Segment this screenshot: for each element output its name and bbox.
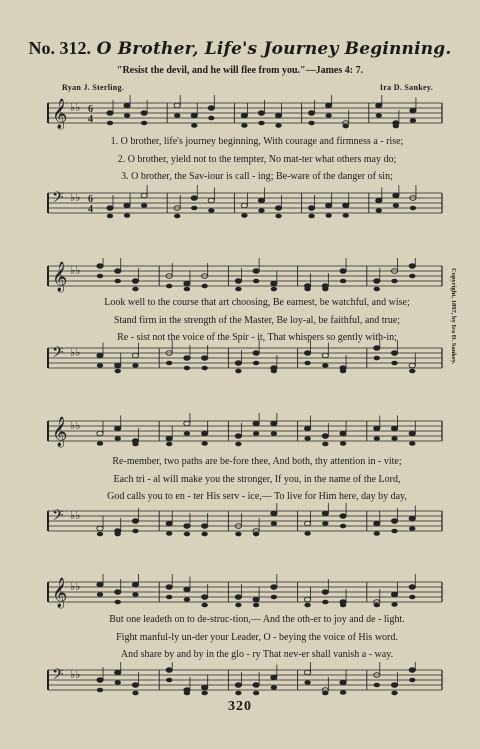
note-head xyxy=(409,441,415,446)
note-head xyxy=(253,269,259,274)
note-head xyxy=(409,595,415,600)
hymn-number: No. 312. xyxy=(28,38,91,58)
note-head xyxy=(191,196,197,201)
note-head xyxy=(132,592,138,597)
note-head xyxy=(304,351,310,356)
note-head xyxy=(253,351,259,356)
note-head xyxy=(253,691,259,696)
note-head xyxy=(374,426,380,431)
note-head xyxy=(322,434,328,439)
note-head xyxy=(115,269,121,274)
note-head xyxy=(340,603,346,608)
note-head xyxy=(107,206,113,211)
bass-staff-lines xyxy=(46,662,444,702)
music-system-4-bass xyxy=(46,662,444,702)
note-head xyxy=(391,426,397,431)
note-head xyxy=(166,531,172,536)
verse-lyrics-4 xyxy=(72,611,442,664)
note-head xyxy=(322,590,328,595)
key-signature-icon: ♭♭ xyxy=(70,191,81,204)
note-head xyxy=(391,691,397,696)
note-head xyxy=(184,524,190,529)
note-head xyxy=(124,203,130,208)
note-head xyxy=(97,274,103,279)
music-system-2 xyxy=(46,258,444,298)
note-head xyxy=(271,675,277,680)
note-head xyxy=(132,353,138,358)
note-head xyxy=(271,369,277,374)
note-head xyxy=(374,521,380,526)
treble-staff-lines xyxy=(46,413,444,453)
note-head xyxy=(166,442,172,447)
hymn-title: O Brother, Life's Journey Beginning. xyxy=(96,39,452,59)
note-head xyxy=(166,668,172,673)
note-head xyxy=(391,361,397,366)
note-head xyxy=(271,585,277,590)
treble-staff-lines xyxy=(46,574,444,614)
note-head xyxy=(374,603,380,608)
treble-staff xyxy=(46,413,444,453)
lyric-line: God calls you to en - ter His serv - ice,— To live for Him here, day by day, xyxy=(107,491,407,502)
note-head xyxy=(322,287,328,292)
note-head xyxy=(201,524,207,529)
note-head xyxy=(409,431,415,436)
note-head xyxy=(376,113,382,118)
treble-staff-lines xyxy=(46,95,444,135)
note-head xyxy=(258,121,264,126)
note-head xyxy=(253,361,259,366)
note-head xyxy=(322,521,328,526)
verse-lyrics-3 xyxy=(72,453,442,506)
note-head xyxy=(409,274,415,279)
lyric-line: Re - sist not the voice of the Spir - it, That whispers so gently with-in; xyxy=(117,332,397,343)
note-head xyxy=(271,685,277,690)
note-head xyxy=(410,108,416,113)
note-head xyxy=(409,363,415,368)
note-head xyxy=(241,123,247,128)
note-head xyxy=(304,436,310,441)
note-head xyxy=(235,434,241,439)
note-head xyxy=(253,532,259,537)
note-head xyxy=(115,532,121,537)
note-head xyxy=(97,526,103,531)
time-signature: 6 xyxy=(88,194,93,205)
note-head xyxy=(191,206,197,211)
note-head xyxy=(393,203,399,208)
note-head xyxy=(275,113,281,118)
note-head xyxy=(391,519,397,524)
note-head xyxy=(201,595,207,600)
note-head xyxy=(308,214,314,219)
bass-clef-icon: 𝄢 xyxy=(52,189,64,210)
note-head xyxy=(166,678,172,683)
page-number: 320 xyxy=(228,699,252,714)
treble-staff-lines xyxy=(46,258,444,298)
note-head xyxy=(235,691,241,696)
lyric-line: Stand firm in the strength of the Master, Be loy-al, be faithful, and true; xyxy=(113,314,401,326)
bass-staff xyxy=(46,503,444,543)
note-head xyxy=(258,111,264,116)
bass-staff xyxy=(46,662,444,702)
note-head xyxy=(241,113,247,118)
time-signature: 6 xyxy=(88,104,93,115)
note-head xyxy=(271,595,277,600)
music-system-4 xyxy=(46,574,444,614)
music-system-1-bass xyxy=(46,185,444,225)
note-head xyxy=(141,193,147,198)
lyric-line: 3. O brother, the Sav-iour is call - ing; Be-ware of the danger of sin; xyxy=(121,171,393,182)
note-head xyxy=(241,213,247,218)
music-system-3 xyxy=(46,413,444,453)
note-head xyxy=(115,436,121,441)
note-head xyxy=(322,363,328,368)
note-head xyxy=(132,519,138,524)
note-head xyxy=(391,592,397,597)
note-head xyxy=(304,603,310,608)
note-head xyxy=(271,431,277,436)
note-head xyxy=(393,193,399,198)
note-head xyxy=(184,287,190,292)
note-head xyxy=(201,685,207,690)
note-head xyxy=(275,123,281,128)
note-head xyxy=(184,587,190,592)
note-head xyxy=(184,691,190,696)
treble-clef-icon: 𝄞 xyxy=(52,417,68,447)
note-head xyxy=(174,113,180,118)
treble-staff xyxy=(46,95,444,135)
note-head xyxy=(97,592,103,597)
note-head xyxy=(253,597,259,602)
bass-staff xyxy=(46,185,444,225)
note-head xyxy=(308,111,314,116)
note-head xyxy=(107,121,113,126)
note-head xyxy=(191,113,197,118)
note-head xyxy=(184,356,190,361)
lyric-line: Look well to the course that art choosing, Be earnest, be watchful, and wise; xyxy=(104,297,410,308)
note-head xyxy=(97,582,103,587)
note-head xyxy=(340,524,346,529)
lyric-line: But one leadeth on to de-struc-tion,— And the oth-er to joy and de - light. xyxy=(109,614,405,625)
note-head xyxy=(115,279,121,284)
bass-clef-icon: 𝄢 xyxy=(52,507,64,528)
note-head xyxy=(132,529,138,534)
note-head xyxy=(340,279,346,284)
note-head xyxy=(322,442,328,447)
note-head xyxy=(201,691,207,696)
note-head xyxy=(271,521,277,526)
note-head xyxy=(124,213,130,218)
note-head xyxy=(376,198,382,203)
treble-clef-icon: 𝄞 xyxy=(52,99,68,129)
note-head xyxy=(97,431,103,436)
note-head xyxy=(115,590,121,595)
note-head xyxy=(115,426,121,431)
hymn-heading xyxy=(0,38,480,59)
note-head xyxy=(304,287,310,292)
note-head xyxy=(107,214,113,219)
lyric-line: Each tri - al will make you the stronger, If you, in the name of the Lord, xyxy=(113,473,401,485)
note-head xyxy=(322,691,328,696)
note-head xyxy=(124,113,130,118)
note-head xyxy=(141,121,147,126)
lyric-line: 1. O brother, life's journey beginning, With courage and firmness a - rise; xyxy=(110,136,404,147)
note-head xyxy=(97,441,103,446)
bass-staff-lines xyxy=(46,340,444,380)
note-head xyxy=(166,595,172,600)
note-head xyxy=(132,442,138,447)
note-head xyxy=(304,670,310,675)
note-head xyxy=(409,526,415,531)
note-head xyxy=(97,678,103,683)
note-head xyxy=(304,426,310,431)
music-system-2-bass xyxy=(46,340,444,380)
note-head xyxy=(409,668,415,673)
note-head xyxy=(410,118,416,123)
copyright-notice: Copyright, 1897, by Ira D. Sankey. xyxy=(450,268,457,365)
note-head xyxy=(325,213,331,218)
note-head xyxy=(340,269,346,274)
note-head xyxy=(409,585,415,590)
lyric-line: Re-member, two paths are be-fore thee, And both, thy attention in - vite; xyxy=(112,456,402,467)
note-head xyxy=(235,532,241,537)
verse-lyrics-1 xyxy=(72,133,442,186)
music-system-1 xyxy=(46,95,444,135)
note-head xyxy=(343,213,349,218)
note-head xyxy=(174,103,180,108)
note-head xyxy=(201,356,207,361)
note-head xyxy=(235,279,241,284)
note-head xyxy=(201,441,207,446)
note-head xyxy=(340,514,346,519)
key-signature-icon: ♭♭ xyxy=(70,419,81,432)
note-head xyxy=(201,532,207,537)
note-head xyxy=(253,421,259,426)
note-head xyxy=(235,361,241,366)
key-signature-icon: ♭♭ xyxy=(70,509,81,522)
note-head xyxy=(97,264,103,269)
note-head xyxy=(391,529,397,534)
note-head xyxy=(325,103,331,108)
note-head xyxy=(391,351,397,356)
lyric-line: 2. O brother, yield not to the tempter, No mat-ter what others may do; xyxy=(117,153,397,165)
bass-staff-lines xyxy=(46,503,444,543)
note-head xyxy=(376,208,382,213)
note-head xyxy=(166,436,172,441)
note-head xyxy=(166,585,172,590)
note-head xyxy=(201,366,207,371)
note-head xyxy=(374,436,380,441)
note-head xyxy=(325,203,331,208)
scripture-epigraph: "Resist the devil, and he will flee from you."—James 4: 7. xyxy=(116,65,364,76)
note-head xyxy=(191,123,197,128)
note-head xyxy=(132,279,138,284)
note-head xyxy=(115,680,121,685)
lyricist-credit: Ryan J. Sterling. xyxy=(62,83,125,92)
key-signature-icon: ♭♭ xyxy=(70,101,81,114)
note-head xyxy=(374,683,380,688)
note-head xyxy=(235,603,241,608)
note-head xyxy=(271,281,277,286)
note-head xyxy=(374,356,380,361)
note-head xyxy=(208,106,214,111)
note-head xyxy=(97,532,103,537)
note-head xyxy=(241,203,247,208)
note-head xyxy=(166,521,172,526)
treble-clef-icon: 𝄞 xyxy=(52,262,68,292)
key-signature-icon: ♭♭ xyxy=(70,264,81,277)
bass-clef-icon: 𝄢 xyxy=(52,666,64,687)
note-head xyxy=(132,582,138,587)
note-head xyxy=(308,206,314,211)
note-head xyxy=(184,281,190,286)
note-head xyxy=(141,203,147,208)
note-head xyxy=(235,683,241,688)
note-head xyxy=(409,516,415,521)
note-head xyxy=(374,346,380,351)
bass-staff xyxy=(46,340,444,380)
treble-clef-icon: 𝄞 xyxy=(52,578,68,608)
note-head xyxy=(166,284,172,289)
note-head xyxy=(374,531,380,536)
note-head xyxy=(115,363,121,368)
note-head xyxy=(275,214,281,219)
note-head xyxy=(391,436,397,441)
note-head xyxy=(340,431,346,436)
note-head xyxy=(271,287,277,292)
note-head xyxy=(391,683,397,688)
verse-lyrics-2 xyxy=(72,294,442,347)
treble-staff xyxy=(46,258,444,298)
note-head xyxy=(235,442,241,447)
note-head xyxy=(253,279,259,284)
note-head xyxy=(271,421,277,426)
note-head xyxy=(235,369,241,374)
note-head xyxy=(235,287,241,292)
note-head xyxy=(275,206,281,211)
composer-credit: Ira D. Sankey. xyxy=(379,83,433,92)
note-head xyxy=(184,421,190,426)
note-head xyxy=(208,198,214,203)
note-head xyxy=(107,111,113,116)
note-head xyxy=(97,688,103,693)
key-signature-icon: ♭♭ xyxy=(70,346,81,359)
note-head xyxy=(253,683,259,688)
note-head xyxy=(340,441,346,446)
note-head xyxy=(308,121,314,126)
note-head xyxy=(409,369,415,374)
note-head xyxy=(391,602,397,607)
note-head xyxy=(124,103,130,108)
note-head xyxy=(393,124,399,129)
note-head xyxy=(409,264,415,269)
note-head xyxy=(253,603,259,608)
bass-staff-lines xyxy=(46,185,444,225)
lyric-line: Fight manful-ly un-der your Leader, O - beying the voice of His word. xyxy=(116,631,398,643)
note-head xyxy=(132,363,138,368)
time-signature: 4 xyxy=(88,114,93,125)
note-head xyxy=(201,431,207,436)
music-system-3-bass xyxy=(46,503,444,543)
note-head xyxy=(340,680,346,685)
note-head xyxy=(304,531,310,536)
note-head xyxy=(235,595,241,600)
note-head xyxy=(115,369,121,374)
note-head xyxy=(253,431,259,436)
note-head xyxy=(410,206,416,211)
note-head xyxy=(258,208,264,213)
note-head xyxy=(184,366,190,371)
note-head xyxy=(174,214,180,219)
note-head xyxy=(115,670,121,675)
note-head xyxy=(201,284,207,289)
note-head xyxy=(258,198,264,203)
note-head xyxy=(271,511,277,516)
note-head xyxy=(141,111,147,116)
time-signature: 4 xyxy=(88,204,93,215)
note-head xyxy=(374,279,380,284)
note-head xyxy=(97,363,103,368)
note-head xyxy=(166,361,172,366)
note-head xyxy=(322,511,328,516)
note-head xyxy=(97,353,103,358)
note-head xyxy=(304,597,310,602)
note-head xyxy=(343,203,349,208)
note-head xyxy=(115,600,121,605)
key-signature-icon: ♭♭ xyxy=(70,668,81,681)
key-signature-icon: ♭♭ xyxy=(70,580,81,593)
note-head xyxy=(304,521,310,526)
note-head xyxy=(208,116,214,121)
note-head xyxy=(304,680,310,685)
note-head xyxy=(132,691,138,696)
note-head xyxy=(322,600,328,605)
note-head xyxy=(340,690,346,695)
note-head xyxy=(343,124,349,129)
note-head xyxy=(184,597,190,602)
note-head xyxy=(376,103,382,108)
note-head xyxy=(322,353,328,358)
note-head xyxy=(132,683,138,688)
note-head xyxy=(132,287,138,292)
note-head xyxy=(184,431,190,436)
lyric-line: And share by and by in the glo - ry That nev-er shall vanish a - way. xyxy=(120,649,394,660)
note-head xyxy=(391,279,397,284)
note-head xyxy=(374,287,380,292)
note-head xyxy=(409,678,415,683)
bass-clef-icon: 𝄢 xyxy=(52,344,64,365)
note-head xyxy=(184,532,190,537)
note-head xyxy=(325,113,331,118)
note-head xyxy=(340,369,346,374)
note-head xyxy=(304,361,310,366)
treble-staff xyxy=(46,574,444,614)
note-head xyxy=(208,208,214,213)
note-head xyxy=(201,603,207,608)
